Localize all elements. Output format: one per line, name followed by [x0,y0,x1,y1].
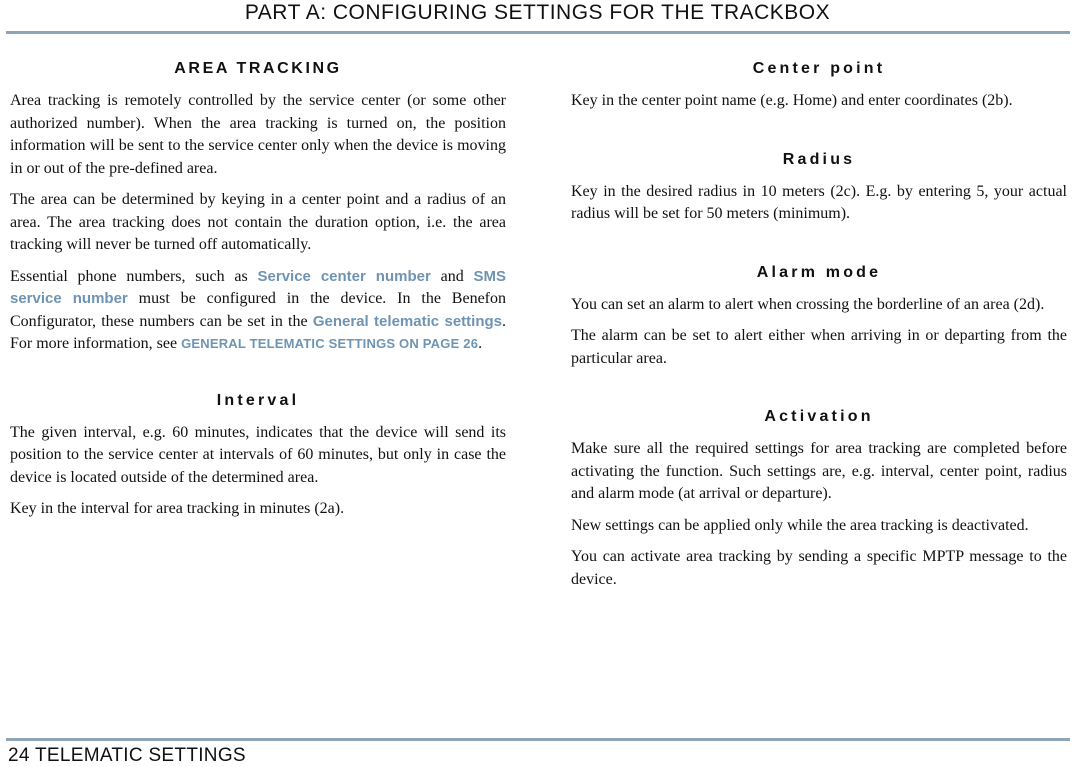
activation-heading: Activation [764,408,874,425]
alarm-mode-heading: Alarm mode [756,263,882,281]
left-column [10,58,506,530]
activation-paragraph-1: Make sure all the required settings for area tracking are completed before activating the function. Such settings are, e.g. interval, center point, radius and alarm mode (at arrival or departure). [571,440,1067,502]
text-run: Essential phone numbers, such as [10,267,258,285]
footer-rule [6,738,1070,741]
text-run: and [430,267,474,285]
radius-paragraph-1: Key in the desired radius in 10 meters (2c). E.g. by entering 5, your actual radius will be set for 50 meters (minimum). [571,182,1067,222]
general-telematic-settings-link[interactable]: General telematic settings [312,312,502,330]
area-tracking-paragraph-1: Area tracking is remotely controlled by the service center (or some other authorized number). When the area tracking is turned on, the position information will be sent to the service center only when the device is moving in or out of the pre-defined area. [10,92,506,177]
center-point-paragraph-1: Key in the center point name (e.g. Home) and enter coordinates (2b). [571,92,1013,109]
activation-paragraph-3: You can activate area tracking by sending a specific MPTP message to the device. [571,548,1067,588]
area-tracking-heading: AREA TRACKING [174,60,342,77]
text-run: must be configured in the device. In the Benefon Configurator, these numbers can be set in the [10,290,506,330]
interval-paragraph-1: The given interval, e.g. 60 minutes, indicates that the device will send its position to the service center at intervals of 60 minutes, but only in case the device is located outside of the determined area. [10,423,506,486]
page-footer: 24 TELEMATIC SETTINGS [8,745,246,766]
activation-paragraph-2: New settings can be applied only while the area tracking is deactivated. [571,516,1029,534]
section-gap [571,379,1067,406]
radius-heading: Radius [782,150,856,168]
section-gap [571,235,1067,262]
area-tracking-paragraph-3 [10,266,506,356]
text-run: . [478,335,483,352]
header-rule [6,31,1070,34]
service-center-number-link[interactable]: Service center number [257,267,431,285]
interval-heading: Interval [216,391,300,409]
sms-service-number-link[interactable]: SMS service number [10,267,506,307]
interval-paragraph-2: Key in the interval for area tracking in minutes (2a). [10,500,345,517]
alarm-mode-paragraph-2: The alarm can be set to alert either when arriving in or departing from the particular area. [571,327,1067,367]
general-telematic-settings-page-ref[interactable]: GENERAL TELEMATIC SETTINGS ON PAGE 26 [181,336,479,351]
right-column [571,58,1067,600]
area-tracking-paragraph-2: The area can be determined by keying in a center point and a radius of an area. The area tracking does not contain the duration option, i.e. the area tracking will never be turned off automatically. [10,191,506,253]
section-gap [10,365,506,390]
center-point-heading: Center point [752,60,886,77]
text-run: . For more information, see [10,312,506,352]
page-header-title: PART A: CONFIGURING SETTINGS FOR THE TRACKBOX [244,1,831,24]
section-gap [571,122,1067,149]
alarm-mode-paragraph-1: You can set an alarm to alert when crossing the borderline of an area (2d). [571,295,1045,313]
